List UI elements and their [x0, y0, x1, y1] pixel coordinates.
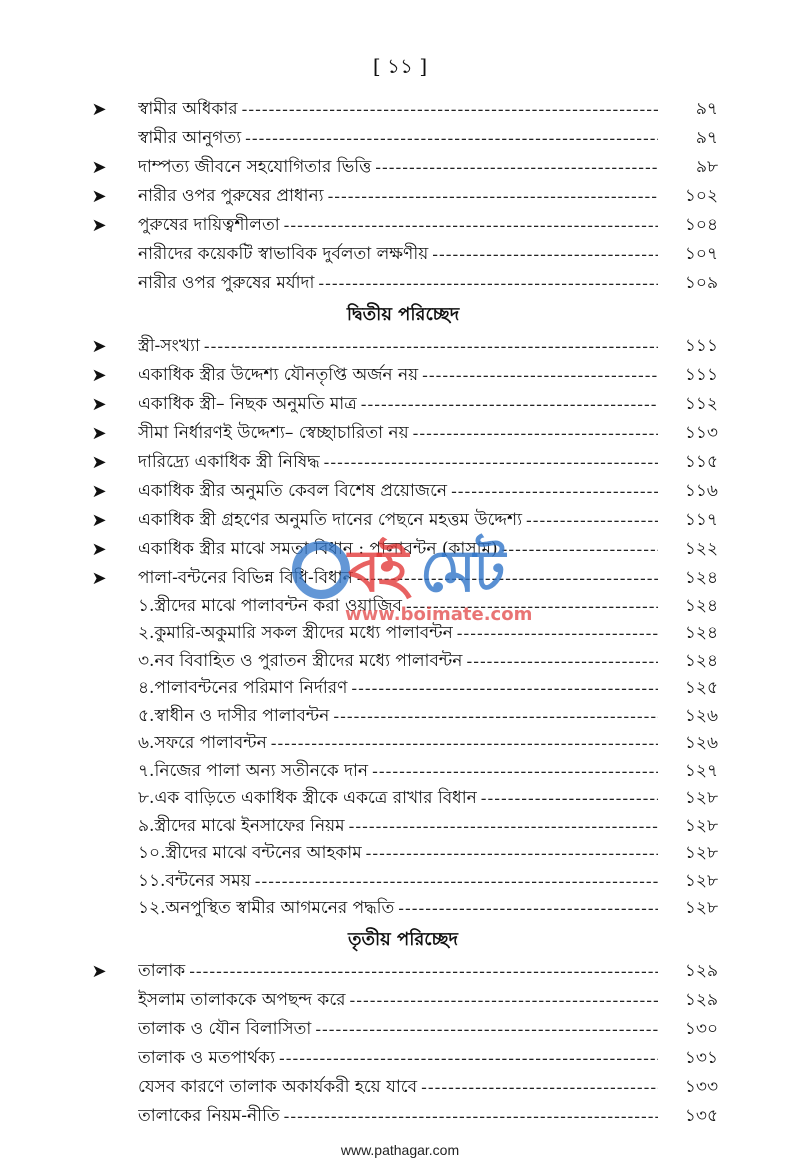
- toc-entry-number: ১১.: [138, 870, 166, 891]
- toc-entry-text: [138, 536, 658, 564]
- arrow-bullet-icon: ➤: [91, 186, 107, 207]
- dash-leader: [481, 789, 658, 809]
- toc-entry-page: ১২৪: [684, 567, 718, 588]
- dash-leader: [451, 482, 658, 502]
- toc-entry-number: ৫.: [138, 705, 155, 726]
- dash-leader: [406, 597, 658, 617]
- toc-entry-text: [138, 125, 658, 153]
- toc-entry-page: ১১৩: [684, 422, 718, 443]
- arrow-bullet-icon: ➤: [91, 157, 107, 178]
- arrow-bullet-icon: ➤: [91, 215, 107, 236]
- toc-entry-text: [138, 1103, 658, 1131]
- toc-entry-number: ২.: [138, 623, 155, 644]
- toc-entry: [88, 361, 718, 390]
- toc-entry: [88, 564, 718, 593]
- arrow-bullet-icon: ➤: [91, 394, 107, 415]
- toc-entry-page: ১৩০: [684, 1018, 718, 1039]
- toc-entry: [88, 477, 718, 506]
- toc-entry-page: ১২৬: [684, 733, 718, 754]
- arrow-bullet-icon: ➤: [91, 99, 107, 120]
- toc-entry-title: একাধিক স্ত্রী গ্রহণের অনুমতি দানের পেছনে মহত্তম উদ্দেশ্য: [138, 509, 522, 530]
- toc-entry-text: [138, 212, 658, 240]
- toc-entry-page: ১৩৩: [684, 1076, 718, 1097]
- toc-entry-text: [138, 154, 658, 182]
- dash-leader: [421, 1078, 658, 1098]
- toc-entry: [88, 813, 718, 841]
- toc-entry-text: [138, 620, 658, 648]
- toc-entry: [88, 1044, 718, 1073]
- toc-entry-title: নারীর ওপর পুরুষের প্রাধান্য: [138, 185, 324, 206]
- dash-leader: [361, 395, 658, 415]
- toc-entry-text: [138, 391, 658, 419]
- dash-leader: [245, 129, 658, 149]
- dash-leader: [349, 817, 658, 837]
- toc-entry: [88, 95, 718, 124]
- toc-entry-title: স্ত্রী-সংখ্যা: [138, 335, 200, 356]
- dash-leader: [204, 337, 658, 357]
- toc-entry-title: একাধিক স্ত্রীর মাঝে সমতা বিধান : পালাবন্টন (কাসাম): [138, 538, 498, 559]
- toc-entry: [88, 786, 718, 814]
- toc-entry-text: [138, 507, 658, 535]
- toc-entry-text: [138, 183, 658, 211]
- dash-leader: [324, 453, 658, 473]
- toc-entry-title: এক বাড়িতে একাধিক স্ত্রীকে একত্রে রাখার বিধান: [154, 788, 477, 809]
- toc-entry-title: তালাক: [138, 960, 186, 981]
- toc-entry: [88, 182, 718, 211]
- toc-entry: [88, 731, 718, 759]
- section-heading: দ্বিতীয় পরিচ্ছেদ: [346, 303, 460, 325]
- toc-entry-title: স্ত্রীদের মাঝে পালাবন্টন করা ওয়াজিব: [154, 595, 403, 616]
- dash-leader: [502, 540, 658, 560]
- toc-entry-title: নারীদের কয়েকটি স্বাভাবিক দুর্বলতা লক্ষণীয়: [138, 243, 429, 264]
- toc-entry: [88, 957, 718, 986]
- toc-entry-page: ১১২: [684, 393, 718, 414]
- toc-entry: [88, 332, 718, 361]
- arrow-bullet-icon: ➤: [91, 510, 107, 531]
- toc-entry-text: [138, 958, 658, 986]
- toc-entry-title: স্বাধীন ও দাসীর পালাবন্টন: [154, 705, 330, 726]
- dash-leader: [366, 844, 658, 864]
- toc-entry: [88, 1073, 718, 1102]
- dash-leader: [189, 962, 658, 982]
- toc-entry-page: ৯৭: [695, 127, 718, 148]
- toc-entry-title: অনপুস্থিত স্বামীর আগমনের পদ্ধতি: [165, 898, 395, 919]
- toc-entry: [88, 124, 718, 153]
- toc-entry: [88, 896, 718, 924]
- toc-entry-text: [138, 478, 658, 506]
- dash-leader: [466, 652, 658, 672]
- toc-entry-number: ৭.: [138, 760, 155, 781]
- arrow-bullet-icon: ➤: [91, 568, 107, 589]
- toc-entry-title: একাধিক স্ত্রীর অনুমতি কেবল বিশেষ প্রয়োজনে: [138, 480, 448, 501]
- toc-entry-page: ১৩৫: [684, 1105, 718, 1126]
- toc-entry-text: [138, 868, 658, 896]
- toc-entry-title: ইসলাম তালাককে অপছন্দ করে: [138, 989, 346, 1010]
- toc-entry-title: স্ত্রীদের মাঝে বন্টনের আহকাম: [165, 843, 362, 864]
- toc-entry-number: ৩.: [138, 650, 155, 671]
- dash-leader: [255, 872, 658, 892]
- toc-entry: [88, 986, 718, 1015]
- toc-entry-page: ১২৪: [684, 595, 718, 616]
- toc-entry: [88, 868, 718, 896]
- dash-leader: [318, 274, 658, 294]
- arrow-bullet-icon: ➤: [91, 481, 107, 502]
- toc-entry-text: [138, 449, 658, 477]
- toc-entry-text: [138, 703, 658, 731]
- toc-entry-text: [138, 270, 658, 298]
- dash-leader: [526, 511, 658, 531]
- toc-entry: [88, 758, 718, 786]
- toc-entry-title: পুরুষের দায়িত্বশীলতা: [138, 214, 280, 235]
- toc-entry-number: ১২.: [138, 898, 166, 919]
- dash-leader: [432, 245, 658, 265]
- table-of-contents: [88, 95, 718, 1131]
- toc-entry-title: তালাকের নিয়ম-নীতি: [138, 1105, 280, 1126]
- toc-entry: [88, 448, 718, 477]
- toc-entry-title: সীমা নির্ধারণই উদ্দেশ্য– স্বেচ্ছাচারিতা নয়: [138, 422, 409, 443]
- toc-entry-title: যেসব কারণে তালাক অকার্যকরী হয়ে যাবে: [138, 1076, 418, 1097]
- toc-entry-page: ১৩১: [684, 1047, 718, 1068]
- toc-entry-page: ১১১: [684, 335, 718, 356]
- toc-entry-number: ৬.: [138, 733, 155, 754]
- toc-entry-page: ১১৭: [684, 509, 718, 530]
- toc-entry-page: ১০৭: [684, 243, 718, 264]
- toc-entry-page: ১২৯: [684, 989, 718, 1010]
- toc-entry-text: [138, 565, 658, 593]
- toc-entry-page: ১২৮: [684, 870, 718, 891]
- toc-entry-page: ৯৮: [695, 156, 718, 177]
- toc-entry-page: ১০২: [684, 185, 718, 206]
- toc-entry-title: নিজের পালা অন্য সতীনকে দান: [154, 760, 369, 781]
- toc-entry-title: দারিদ্র্যে একাধিক স্ত্রী নিষিদ্ধ: [138, 451, 320, 472]
- dash-leader: [284, 216, 658, 236]
- toc-entry-page: ১২৯: [684, 960, 718, 981]
- watermark-url: www.boimate.com: [345, 604, 533, 625]
- toc-entry-text: [138, 593, 658, 621]
- toc-entry-text: [138, 241, 658, 269]
- toc-entry-text: [138, 785, 658, 813]
- toc-entry-text: [138, 333, 658, 361]
- toc-entry: [88, 211, 718, 240]
- dash-leader: [333, 707, 658, 727]
- toc-entry-title: স্বামীর অধিকার: [138, 98, 238, 119]
- toc-entry-text: [138, 840, 658, 868]
- toc-entry: [88, 1102, 718, 1131]
- toc-entry: [88, 269, 718, 298]
- section-heading: তৃতীয় পরিচ্ছেদ: [347, 928, 459, 950]
- toc-entry: [88, 703, 718, 731]
- toc-entry-page: ১২৮: [684, 843, 718, 864]
- toc-entry-page: ৯৭: [695, 98, 718, 119]
- toc-entry: [88, 419, 718, 448]
- toc-entry-title: দাম্পত্য জীবনে সহযোগিতার ভিত্তি: [138, 156, 372, 177]
- toc-entry-title: সফরে পালাবন্টন: [154, 733, 267, 754]
- footer-url: www.pathagar.com: [340, 1142, 460, 1158]
- toc-entry-title: স্বামীর আনুগত্য: [138, 127, 242, 148]
- dash-leader: [315, 1020, 658, 1040]
- toc-entry-text: [138, 648, 658, 676]
- dash-leader: [242, 100, 658, 120]
- arrow-bullet-icon: ➤: [91, 365, 107, 386]
- toc-entry-page: ১২৪: [684, 623, 718, 644]
- dash-leader: [328, 187, 658, 207]
- dash-leader: [271, 734, 658, 754]
- dash-leader: [422, 366, 658, 386]
- toc-entry-page: ১০৪: [684, 214, 718, 235]
- toc-entry-title: পালা-বন্টনের বিভিন্ন বিধি-বিধান: [138, 567, 353, 588]
- toc-entry-title: তালাক ও মতপার্থক্য: [138, 1047, 275, 1068]
- toc-entry-title: নব বিবাহিত ও পুরাতন স্ত্রীদের মধ্যে পালাবন্টন: [154, 650, 463, 671]
- dash-leader: [375, 158, 658, 178]
- toc-entry: [88, 1015, 718, 1044]
- toc-entry: [88, 593, 718, 621]
- dash-leader: [357, 569, 658, 589]
- toc-entry-title: স্ত্রীদের মাঝে ইনসাফের নিয়ম: [154, 815, 345, 836]
- arrow-bullet-icon: ➤: [91, 539, 107, 560]
- dash-leader: [413, 424, 658, 444]
- toc-entry-text: [138, 987, 658, 1015]
- toc-entry-title: তালাক ও যৌন বিলাসিতা: [138, 1018, 312, 1039]
- dash-leader: [284, 1107, 658, 1127]
- toc-entry-page: ১১৬: [684, 480, 718, 501]
- toc-entry-page: ১২৬: [684, 705, 718, 726]
- toc-entry-title: একাধিক স্ত্রী– নিছক অনুমতি মাত্র: [138, 393, 357, 414]
- dash-leader: [457, 624, 658, 644]
- toc-entry-title: পালাবন্টনের পরিমাণ নির্দারণ: [154, 678, 348, 699]
- toc-entry-text: [138, 895, 658, 923]
- toc-entry: [88, 676, 718, 704]
- toc-entry-page: ১১১: [684, 364, 718, 385]
- toc-entry-page: ১২৮: [684, 815, 718, 836]
- toc-entry: [88, 841, 718, 869]
- toc-entry: [88, 506, 718, 535]
- toc-entry-page: ১২৮: [684, 898, 718, 919]
- toc-entry: [88, 153, 718, 182]
- toc-entry-page: ১২৭: [684, 760, 718, 781]
- toc-entry: [88, 535, 718, 564]
- toc-entry: [88, 621, 718, 649]
- toc-entry-page: ১২২: [684, 538, 718, 559]
- dash-leader: [279, 1049, 658, 1069]
- toc-entry-text: [138, 813, 658, 841]
- toc-entry: [88, 240, 718, 269]
- watermark-logo-text-blue: মেট: [420, 537, 504, 605]
- toc-entry-text: [138, 1016, 658, 1044]
- toc-entry-page: ১১৫: [684, 451, 718, 472]
- toc-entry-text: [138, 1074, 658, 1102]
- dash-leader: [398, 899, 658, 919]
- arrow-bullet-icon: ➤: [91, 423, 107, 444]
- toc-entry-title: কুমারি-অকুমারি সকল স্ত্রীদের মধ্যে পালাবন্টন: [154, 623, 453, 644]
- dash-leader: [351, 679, 658, 699]
- toc-entry-page: ১০৯: [684, 272, 718, 293]
- toc-entry-number: ৯.: [138, 815, 155, 836]
- toc-entry-number: ১০.: [138, 843, 166, 864]
- toc-entry: [88, 648, 718, 676]
- toc-entry-text: [138, 758, 658, 786]
- toc-entry-text: [138, 675, 658, 703]
- arrow-bullet-icon: ➤: [91, 336, 107, 357]
- toc-entry-text: [138, 730, 658, 758]
- toc-entry-text: [138, 362, 658, 390]
- toc-entry-number: ৪.: [138, 678, 155, 699]
- toc-entry-page: ১২৫: [684, 678, 718, 699]
- page-number: [ ১১ ]: [372, 54, 428, 78]
- toc-entry-page: ১২৪: [684, 650, 718, 671]
- toc-entry-page: ১২৮: [684, 788, 718, 809]
- arrow-bullet-icon: ➤: [91, 452, 107, 473]
- toc-entry-text: [138, 420, 658, 448]
- toc-entry-text: [138, 96, 658, 124]
- watermark-logo-text-red: বই: [348, 537, 407, 605]
- toc-entry-number: ৮.: [138, 788, 155, 809]
- toc-entry-title: বন্টনের সময়: [165, 870, 251, 891]
- toc-entry-text: [138, 1045, 658, 1073]
- toc-entry-title: একাধিক স্ত্রীর উদ্দেশ্য যৌনতৃপ্তি অর্জন নয়: [138, 364, 419, 385]
- toc-entry-number: ১.: [138, 595, 155, 616]
- dash-leader: [372, 762, 658, 782]
- toc-entry-title: নারীর ওপর পুরুষের মর্যাদা: [138, 272, 315, 293]
- dash-leader: [350, 991, 658, 1011]
- arrow-bullet-icon: ➤: [91, 961, 107, 982]
- toc-entry: [88, 390, 718, 419]
